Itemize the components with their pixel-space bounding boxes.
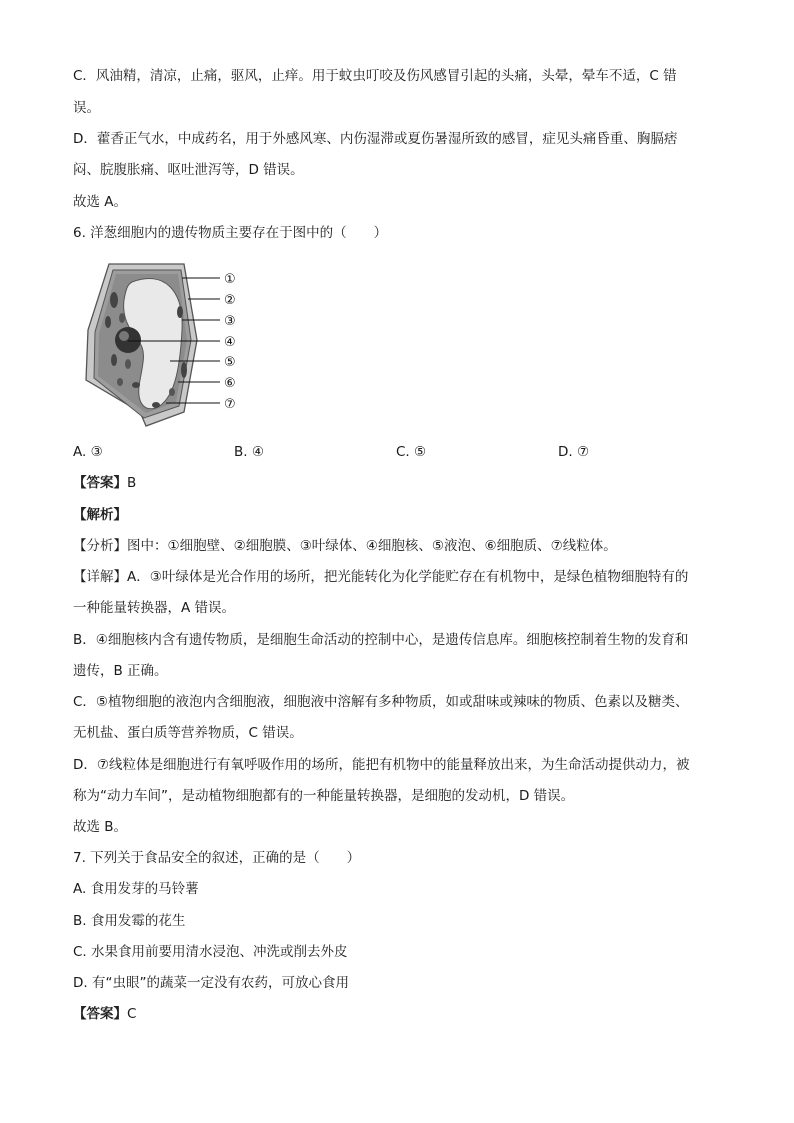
answer-value: B (127, 475, 137, 491)
analysis-heading: 【解析】 (73, 507, 127, 523)
answer-6 (73, 474, 733, 492)
fenxi-line: 【分析】图中：①细胞壁、②细胞膜、③叶绿体、④细胞核、⑤液泡、⑥细胞质、⑦线粒体。 (73, 538, 617, 554)
text-line: 无机盐、蛋白质等营养物质，C 错误。 (73, 725, 303, 741)
label-4: ④ (224, 335, 236, 350)
text-line: C．风油精，清凉，止痛，驱风，止痒。用于蚊虫叮咬及伤风感冒引起的头痛，头晕，晕车不适，C 错 (73, 68, 677, 84)
option-a: A. ③ (73, 444, 103, 460)
text-line: 故选 A。 (73, 194, 128, 210)
q7-option-d: D. 有“虫眼”的蔬菜一定没有农药，可放心食用 (73, 975, 349, 991)
organelle-shape (111, 354, 117, 366)
organelle-shape (105, 316, 111, 328)
organelle-shape (132, 382, 140, 388)
label-6: ⑥ (224, 376, 236, 391)
label-5: ⑤ (224, 355, 236, 370)
organelle-shape (177, 306, 183, 318)
xiangjie-line: 【详解】A．③叶绿体是光合作用的场所，把光能转化为化学能贮存在有机物中，是绿色植物细胞特有的 (73, 569, 689, 585)
text-line: 闷、脘腹胀痛、呕吐泄泻等，D 错误。 (73, 162, 304, 178)
question-7: 7. 下列关于食品安全的叙述，正确的是（ ） (73, 850, 361, 866)
label-1: ① (224, 272, 236, 287)
label-2: ② (224, 293, 236, 308)
text-line: 称为“动力车间”，是动植物细胞都有的一种能量转换器，是细胞的发动机，D 错误。 (73, 788, 575, 804)
answer-value: C (127, 1006, 137, 1022)
q7-option-b: B. 食用发霉的花生 (73, 913, 186, 929)
organelle-shape (125, 359, 131, 369)
option-c: C. ⑤ (396, 444, 427, 460)
onion-cell-diagram (84, 260, 254, 430)
option-b: B. ④ (234, 444, 264, 460)
text-line: D．藿香正气水，中成药名，用于外感风寒、内伤湿滞或夏伤暑湿所致的感冒，症见头痛昏重、胸膈痞 (73, 131, 678, 147)
answer-tag: 【答案】 (73, 1006, 127, 1022)
label-7: ⑦ (224, 397, 236, 412)
text-line: B．④细胞核内含有遗传物质，是细胞生命活动的控制中心，是遗传信息库。细胞核控制着生物的发育和 (73, 632, 689, 648)
organelle-shape (152, 402, 160, 408)
question-6: 6. 洋葱细胞内的遗传物质主要存在于图中的（ ） (73, 225, 388, 241)
nucleolus-shape (119, 331, 129, 341)
option-d: D. ⑦ (558, 444, 590, 460)
organelle-shape (110, 292, 118, 308)
organelle-shape (169, 388, 175, 396)
text-line: 遗传，B 正确。 (73, 663, 168, 679)
answer-7 (73, 1005, 733, 1023)
organelle-shape (181, 362, 187, 378)
q7-option-c: C. 水果食用前要用清水浸泡、冲洗或削去外皮 (73, 944, 348, 960)
answer-tag: 【答案】 (73, 475, 127, 491)
label-3: ③ (224, 314, 236, 329)
organelle-shape (117, 378, 123, 386)
text-line: 一种能量转换器，A 错误。 (73, 600, 236, 616)
q7-option-a: A. 食用发芽的马铃薯 (73, 881, 199, 897)
text-line: C．⑤植物细胞的液泡内含细胞液，细胞液中溶解有多种物质，如或甜味或辣味的物质、色素以及糖类、 (73, 694, 689, 710)
nucleus-shape (115, 327, 141, 353)
organelle-shape (119, 313, 125, 323)
text-line: 故选 B。 (73, 819, 128, 835)
text-line: D．⑦线粒体是细胞进行有氧呼吸作用的场所，能把有机物中的能量释放出来，为生命活动提供动力，被 (73, 757, 690, 773)
text-line: 误。 (73, 100, 100, 116)
